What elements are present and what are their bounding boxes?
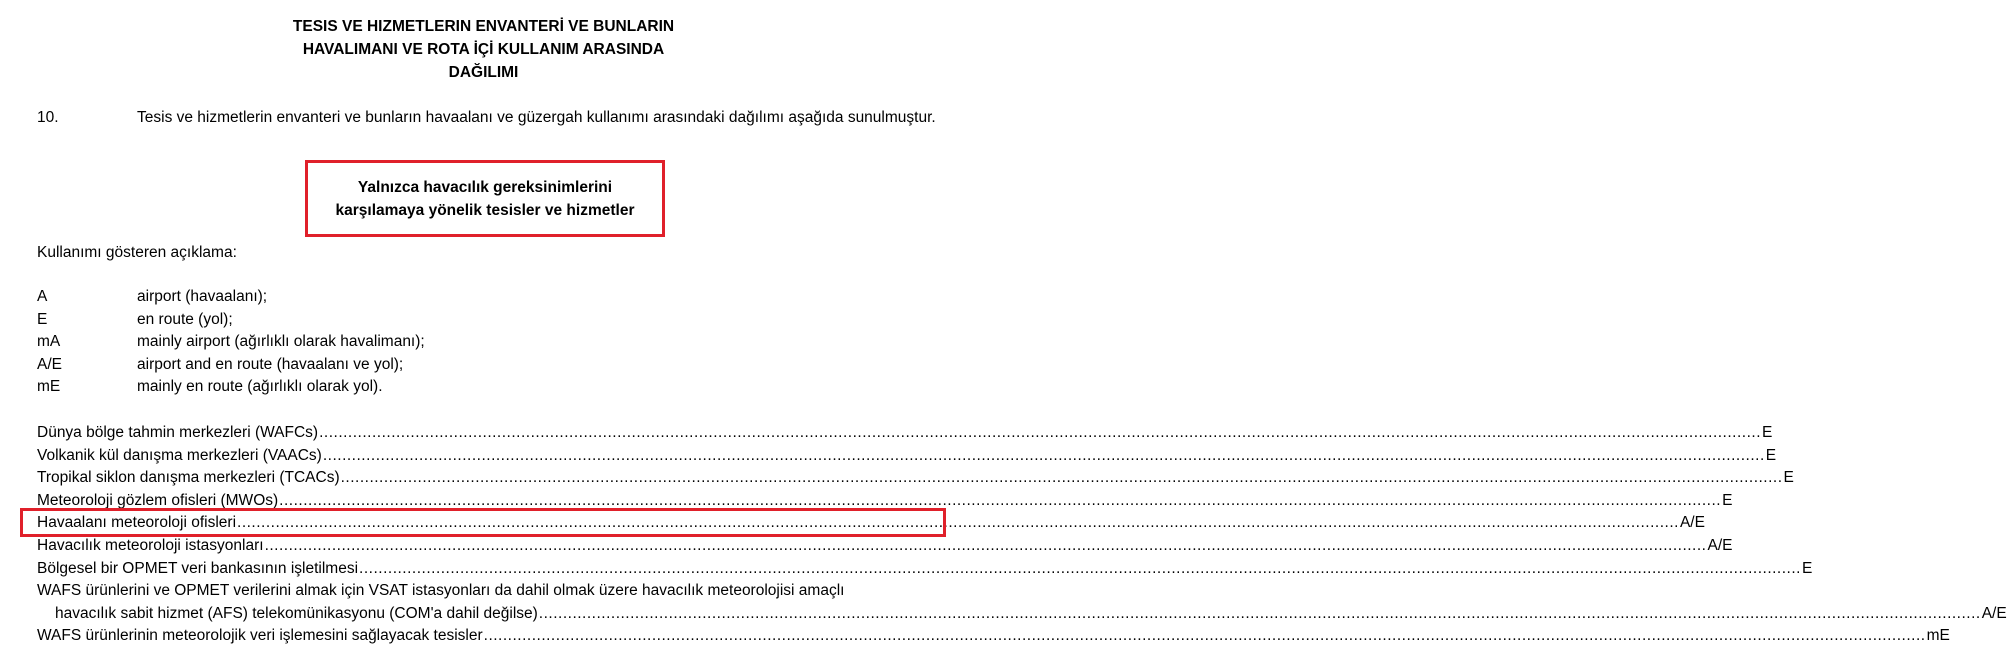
- facility-label: havacılık sabit hizmet (AFS) telekomünikasyonu (COM'a dahil değilse): [55, 604, 538, 622]
- title-line-2: HAVALIMANI VE ROTA İÇİ KULLANIM ARASINDA: [302, 41, 665, 58]
- facility-code: A/E: [1679, 514, 1705, 532]
- facility-row: [37, 467, 1794, 490]
- legend-code: A/E: [37, 355, 62, 373]
- facility-code: E: [1765, 446, 1777, 464]
- legend-heading: Kullanımı gösteren açıklama:: [37, 244, 237, 261]
- facility-row: [37, 490, 1733, 513]
- facility-label: Dünya bölge tahmin merkezleri (WAFCs): [37, 424, 319, 441]
- facility-code: E: [1762, 424, 1773, 441]
- paragraph-number: 10.: [37, 109, 59, 126]
- leader-dots: ............................................................................................................................................................................................................................................................................................................: [237, 514, 1679, 532]
- legend-desc: airport and en route (havaalanı ve yol);: [137, 355, 404, 373]
- intro-text: Tesis ve hizmetlerin envanteri ve bunların havaalanı ve güzergah kullanımı arasındaki dağılımı aşağıda sunulmuştur.: [137, 109, 936, 126]
- facility-code: A/E: [1707, 536, 1733, 554]
- legend-desc: mainly airport (ağırlıklı olarak havalimanı);: [137, 333, 425, 351]
- facility-row: [37, 445, 1777, 468]
- document-title: [0, 15, 967, 84]
- intro-paragraph: [37, 106, 936, 129]
- facility-row: [37, 422, 1773, 445]
- legend-desc: mainly en route (ağırlıklı olarak yol).: [137, 378, 383, 396]
- legend-item: [37, 376, 637, 399]
- facility-row: [37, 625, 1950, 648]
- facility-code: E: [1722, 491, 1733, 509]
- facility-label: Bölgesel bir OPMET veri bankasının işletilmesi: [37, 559, 359, 577]
- legend-item: [37, 354, 637, 377]
- facility-label: Havacılık meteoroloji istasyonları: [37, 536, 264, 554]
- legend-desc: en route (yol);: [137, 310, 233, 328]
- facility-label: Volkanik kül danışma merkezleri (VAACs): [37, 446, 322, 464]
- legend-desc: airport (havaalanı);: [137, 288, 268, 305]
- section-title-line-2: karşılamaya yönelik tesisler ve hizmetler: [335, 201, 635, 219]
- leader-dots: ............................................................................................................................................................................................................................................................................................................: [483, 627, 1926, 645]
- title-line-1: TESIS VE HIZMETLERIN ENVANTERİ VE BUNLARIN: [292, 18, 675, 35]
- leader-dots: ............................................................................................................................................................................................................................................................................................................: [322, 446, 1765, 464]
- legend-code: A: [37, 288, 48, 305]
- facility-code: mE: [1926, 627, 1950, 645]
- leader-dots: ............................................................................................................................................................................................................................................................................................................: [279, 491, 1722, 509]
- legend-item: [37, 309, 637, 332]
- usage-legend: [37, 286, 637, 399]
- legend-code: mE: [37, 378, 61, 396]
- section-title-line-1: Yalnızca havacılık gereksinimlerini: [357, 178, 613, 196]
- facility-label: WAFS ürünlerinin meteorolojik veri işlemesini sağlayacak tesisler: [37, 627, 483, 645]
- title-line-3: DAĞILIMI: [448, 64, 519, 81]
- facility-row: [37, 558, 1813, 581]
- vsat-row-line-2: [37, 603, 2007, 626]
- leader-dots: ............................................................................................................................................................................................................................................................................................................: [319, 424, 1762, 441]
- facility-label: Havaalanı meteoroloji ofisleri: [37, 514, 237, 532]
- leader-dots: ............................................................................................................................................................................................................................................................................................................: [538, 604, 1981, 622]
- legend-code: E: [37, 310, 48, 328]
- facility-code: E: [1783, 469, 1794, 487]
- facilities-list: [37, 422, 2007, 648]
- facility-row-highlighted: [37, 512, 1705, 535]
- facility-code: A/E: [1981, 604, 2007, 622]
- vsat-row-line-1: WAFS ürünlerini ve OPMET verilerini almak için VSAT istasyonları da dahil olmak üzere havacılık meteorolojisi amaçlı: [37, 582, 845, 600]
- legend-item: [37, 331, 637, 354]
- leader-dots: ............................................................................................................................................................................................................................................................................................................: [340, 469, 1783, 487]
- facility-row: [37, 535, 1733, 558]
- legend-item: [37, 286, 637, 309]
- legend-code: mA: [37, 333, 61, 351]
- facility-label: Meteoroloji gözlem ofisleri (MWOs): [37, 491, 279, 509]
- facility-label: Tropikal siklon danışma merkezleri (TCACs): [37, 469, 340, 487]
- highlighted-section-title: [305, 160, 665, 237]
- facility-code: E: [1801, 559, 1813, 577]
- leader-dots: ............................................................................................................................................................................................................................................................................................................: [359, 559, 1801, 577]
- leader-dots: ............................................................................................................................................................................................................................................................................................................: [264, 536, 1707, 554]
